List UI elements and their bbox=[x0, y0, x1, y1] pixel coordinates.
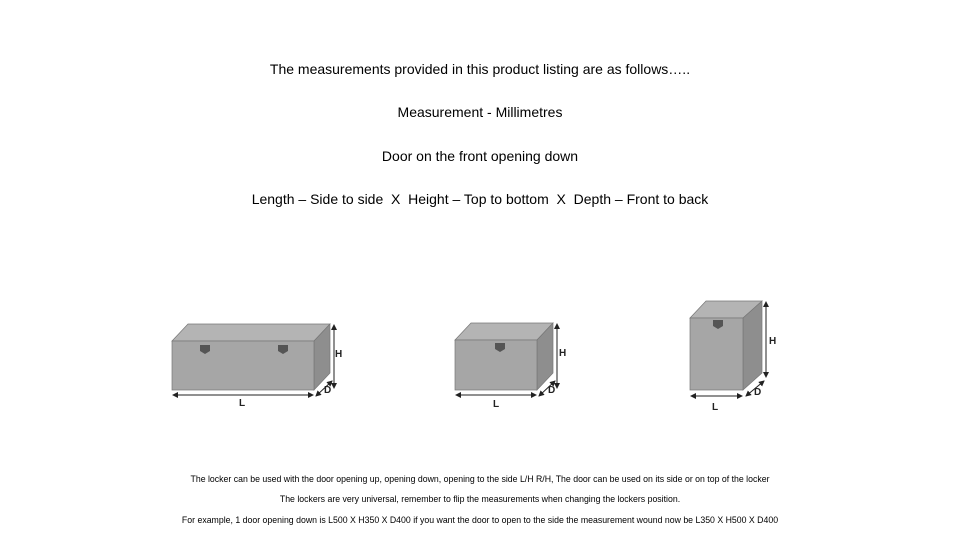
length-label: L bbox=[493, 399, 500, 410]
unit-text: Measurement - Millimetres bbox=[397, 104, 563, 120]
height-label: H bbox=[769, 336, 777, 347]
locker-tall bbox=[690, 301, 776, 413]
note-example: For example, 1 door opening down is L500 X H350 X D400 if you want the door to open to the side the measurement wound now be L350 X H500 X D400 bbox=[181, 515, 779, 526]
depth-label: D bbox=[548, 385, 556, 396]
note-universal: The lockers are very universal, remember to flip the measurements when changing the lockers position. bbox=[279, 494, 681, 505]
height-label: H bbox=[559, 348, 567, 359]
length-label: L bbox=[712, 402, 719, 413]
depth-label: D bbox=[324, 385, 332, 396]
depth-label: D bbox=[754, 387, 762, 398]
note-usage: The locker can be used with the door opening up, opening down, opening to the side L/H R/H, The door can be used on its side or on top of the locker bbox=[190, 474, 770, 485]
door-text: Door on the front opening down bbox=[381, 148, 579, 164]
length-label: L bbox=[239, 398, 246, 409]
intro-text: The measurements provided in this product listing are as follows….. bbox=[269, 61, 691, 77]
dimensions-text: Length – Side to side X Height – Top to bottom X Depth – Front to back bbox=[251, 191, 709, 207]
height-label: H bbox=[335, 349, 343, 360]
locker-long bbox=[172, 324, 342, 409]
locker-medium bbox=[455, 323, 566, 410]
